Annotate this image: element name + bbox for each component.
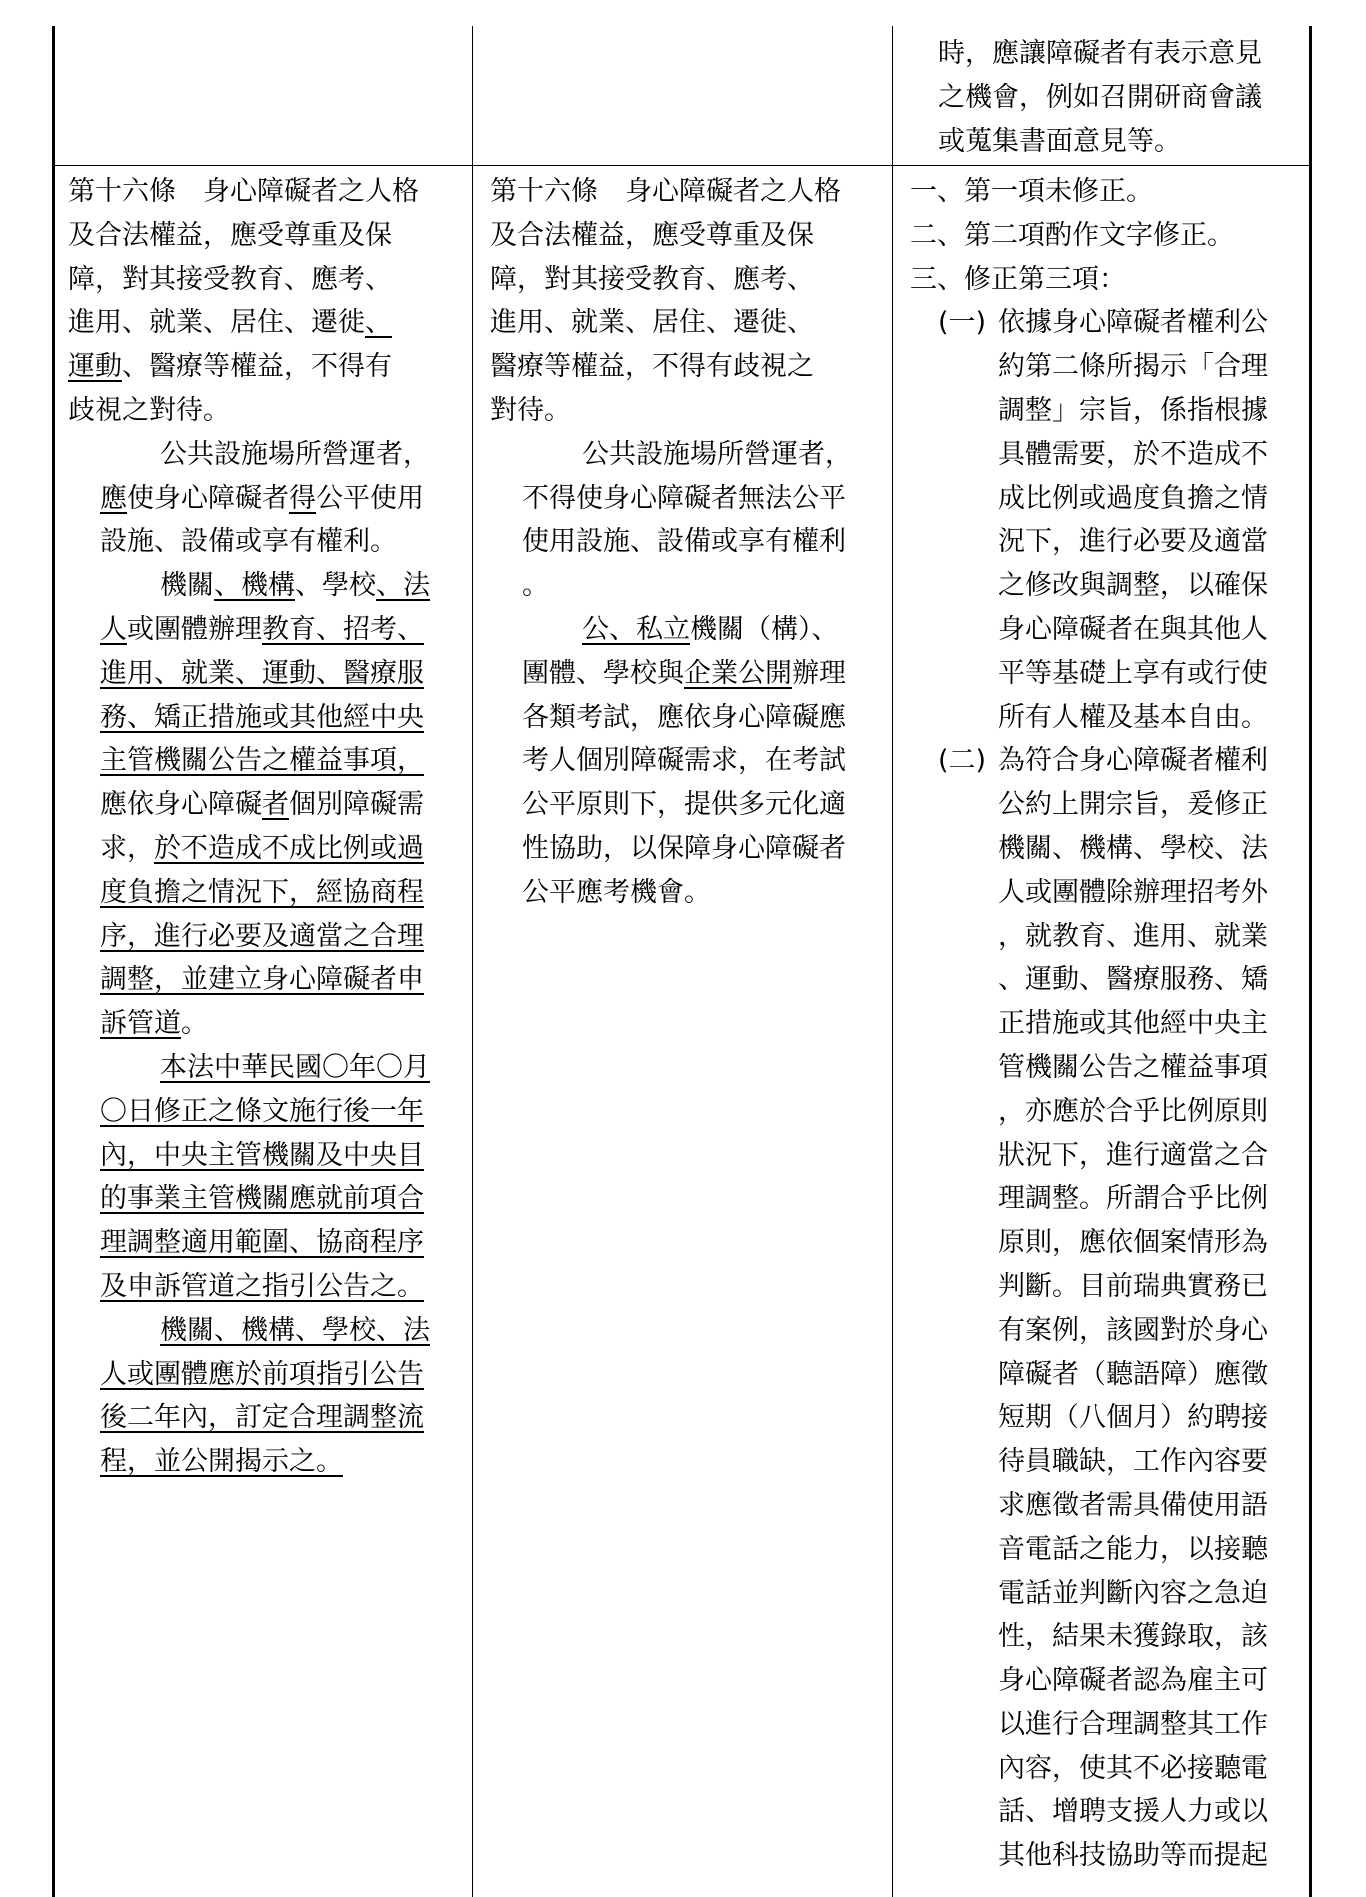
amended-text-line: 調整，並建立身心障礙者申	[100, 964, 424, 996]
table-column-divider-1	[472, 26, 473, 1897]
amended-text-line: 本法中華民國〇年〇月	[160, 1051, 430, 1083]
subitem-text	[910, 301, 1305, 739]
current-paragraph-1	[490, 170, 888, 433]
text-line: 理調整。所謂合乎比例	[998, 1183, 1268, 1215]
amended-text-line: 及申訴管道之指引公告之。	[100, 1270, 424, 1302]
amended-text-line: 序，進行必要及適當之合理	[100, 920, 424, 952]
amended-text-line: 內，中央主管機關及中央目	[100, 1139, 424, 1171]
text-line: 之修改與調整，以確保	[998, 570, 1268, 602]
text-line: 障，對其接受教育、應考、	[68, 263, 392, 295]
text-line: 。	[522, 570, 549, 602]
text-line: 公共設施場所營運者，	[160, 438, 430, 470]
amended-text-line: 進用、就業、運動、醫療服	[100, 657, 424, 689]
text-line	[522, 608, 888, 652]
amended-text: 人	[100, 613, 127, 645]
text-span: 、醫療等權益，不得有	[122, 351, 392, 383]
subitem-text	[910, 739, 1305, 1878]
text-line: 所有人權及基本自由。	[998, 701, 1268, 733]
text-span: 進用、就業、居住、遷徙	[68, 307, 365, 339]
text-span: 、學校	[295, 570, 376, 602]
text-line: ，就教育、進用、就業	[998, 920, 1268, 952]
text-line: 平等基礎上享有或行使	[998, 657, 1268, 689]
current-paragraph-2	[490, 433, 888, 477]
text-line: 之機會，例如召開研商會議	[938, 81, 1262, 113]
text-line: 及合法權益，應受尊重及保	[490, 219, 814, 251]
text-line: 、運動、醫療服務、矯	[998, 964, 1268, 996]
text-line: 狀況下，進行適當之合	[998, 1139, 1268, 1171]
text-line	[100, 608, 466, 652]
article-paragraph-4-cont	[68, 1090, 466, 1309]
deleted-text: 公、私立	[582, 613, 690, 645]
subitem-marker: (一)	[938, 307, 987, 339]
current-paragraph-3-cont	[490, 652, 888, 915]
text-line: 待員職缺，工作內容要	[998, 1446, 1268, 1478]
explanation-item-2: 二、第二項酌作文字修正。	[910, 219, 1234, 251]
amended-text-line: 〇日修正之條文施行後一年	[100, 1095, 424, 1127]
amended-text-line: 的事業主管機關應就前項合	[100, 1183, 424, 1215]
text-line: 為符合身心障礙者權利	[998, 745, 1268, 777]
text-line: ，亦應於合乎比例原則	[998, 1095, 1268, 1127]
amended-text: 訴管道	[100, 1008, 181, 1040]
text-line: 況下，進行必要及適當	[998, 526, 1268, 558]
explanation-cell	[910, 170, 1305, 1878]
text-line: 設施、設備或享有權利。	[100, 526, 397, 558]
article-paragraph-5-cont	[68, 1353, 466, 1484]
article-paragraph-2	[68, 433, 466, 477]
text-line: 障，對其接受教育、應考、	[490, 263, 814, 295]
text-line: 音電話之能力，以接聽	[998, 1533, 1268, 1565]
text-line: 性協助，以保障身心障礙者	[522, 832, 846, 864]
text-line: 調整」宗旨，係指根據	[998, 394, 1268, 426]
amended-text: 、機構	[214, 570, 295, 602]
text-line: 其他科技協助等而提起	[998, 1840, 1268, 1872]
amended-article-cell	[68, 170, 466, 1484]
text-line: 醫療等權益，不得有歧視之	[490, 351, 814, 383]
text-line: 管機關公告之權益事項	[998, 1051, 1268, 1083]
table-border-left	[52, 26, 55, 1897]
text-line: 短期（八個月）約聘接	[998, 1402, 1268, 1434]
text-line: 電話並判斷內容之急迫	[998, 1577, 1268, 1609]
text-line	[100, 827, 466, 871]
amended-text-line: 人或團體應於前項指引公告	[100, 1358, 424, 1390]
text-line: 公共設施場所營運者，	[582, 438, 852, 470]
article-paragraph-1	[68, 170, 466, 433]
current-article-cell	[490, 170, 888, 915]
text-line: 第十六條 身心障礙者之人格	[68, 176, 419, 207]
text-line: 時，應讓障礙者有表示意見	[938, 38, 1262, 69]
amended-text-line: 理調整適用範圍、協商程序	[100, 1227, 424, 1259]
text-line: 公平應考機會。	[522, 876, 711, 908]
text-span: 公平使用	[316, 482, 424, 514]
text-span: 辦理	[792, 657, 846, 689]
text-line: 依據身心障礙者權利公	[998, 307, 1268, 339]
text-span: 個別障礙需	[289, 789, 424, 821]
text-line	[100, 564, 466, 608]
text-span: 機關（構）、	[690, 613, 839, 645]
text-line: 話、增聘支援人力或以	[998, 1796, 1268, 1828]
text-span: 或團體辦理	[127, 613, 262, 645]
top-row-explanation-cell	[910, 32, 1305, 163]
amended-text-line: 機關、機構、學校、法	[160, 1314, 430, 1346]
article-paragraph-3	[68, 564, 466, 608]
article-paragraph-4	[68, 1046, 466, 1090]
amended-text: 應	[100, 482, 127, 514]
text-line	[100, 1002, 466, 1046]
text-line: 身心障礙者在與其他人	[998, 613, 1268, 645]
explanation-subitem-1	[910, 301, 1305, 739]
text-line: 障礙者（聽語障）應徵	[998, 1358, 1268, 1390]
text-line: 人或團體除辦理招考外	[998, 876, 1268, 908]
text-line: 考人個別障礙需求，在考試	[522, 745, 846, 777]
text-line: 求應徵者需具備使用語	[998, 1489, 1268, 1521]
text-line	[100, 477, 466, 521]
amended-text: 運動	[68, 351, 122, 383]
amended-text: 者	[262, 789, 289, 821]
text-span: 機關	[160, 570, 214, 602]
text-span: 應依身心障礙	[100, 789, 262, 821]
text-span: 求，	[100, 832, 154, 864]
subitem-marker: (二)	[938, 745, 987, 777]
text-line	[68, 301, 466, 345]
table-column-divider-2	[892, 26, 893, 1897]
current-paragraph-2-cont	[490, 477, 888, 608]
amended-text: 、	[365, 307, 392, 339]
text-line: 身心障礙者認為雇主可	[998, 1665, 1268, 1697]
text-line: 機關、機構、學校、法	[998, 832, 1268, 864]
text-line: 正措施或其他經中央主	[998, 1008, 1268, 1040]
text-line: 或蒐集書面意見等。	[938, 125, 1181, 157]
table-row-divider	[52, 165, 1312, 166]
text-line	[68, 345, 466, 389]
explanation-subitem-2	[910, 739, 1305, 1878]
text-line: 各類考試，應依身心障礙應	[522, 701, 846, 733]
explanation-item-1: 一、第一項未修正。	[910, 176, 1153, 207]
article-paragraph-3-cont	[68, 608, 466, 1046]
text-line: 約第二條所揭示「合理	[998, 351, 1268, 383]
text-line: 內容，使其不必接聽電	[998, 1752, 1268, 1784]
amended-text-line: 主管機關公告之權益事項，	[100, 745, 424, 777]
deleted-text: 企業公開	[684, 657, 792, 689]
text-line: 第十六條 身心障礙者之人格	[490, 176, 841, 207]
amended-text: 教育、招考、	[262, 613, 424, 645]
text-line: 不得使身心障礙者無法公平	[522, 482, 846, 514]
text-line: 成比例或過度負擔之情	[998, 482, 1268, 514]
text-line: 以進行合理調整其工作	[998, 1708, 1268, 1740]
text-line: 公約上開宗旨，爰修正	[998, 789, 1268, 821]
text-line	[522, 652, 888, 696]
amended-text: 於不造成不成比例或過	[154, 832, 424, 864]
continuation-paragraph	[910, 32, 1305, 163]
text-line: 有案例，該國對於身心	[998, 1314, 1268, 1346]
text-span: 團體、學校與	[522, 657, 684, 689]
text-line	[100, 783, 466, 827]
text-line: 進用、就業、居住、遷徙、	[490, 307, 814, 339]
amended-text-line: 務、矯正措施或其他經中央	[100, 701, 424, 733]
text-span: 使身心障礙者	[127, 482, 289, 514]
text-span: 。	[181, 1008, 208, 1040]
text-line: 及合法權益，應受尊重及保	[68, 219, 392, 251]
amended-text-line: 後二年內，訂定合理調整流	[100, 1402, 424, 1434]
article-paragraph-5	[68, 1309, 466, 1353]
explanation-item-3: 三、修正第三項：	[910, 263, 1126, 295]
text-line: 使用設施、設備或享有權利	[522, 526, 846, 558]
amended-text-line: 程，並公開揭示之。	[100, 1446, 343, 1478]
amended-text: 得	[289, 482, 316, 514]
text-line: 公平原則下，提供多元化適	[522, 789, 846, 821]
text-line: 對待。	[490, 394, 571, 426]
text-line: 歧視之對待。	[68, 394, 230, 426]
amended-text-line: 度負擔之情況下，經協商程	[100, 876, 424, 908]
current-paragraph-3	[490, 608, 888, 652]
text-line: 性，結果未獲錄取，該	[998, 1621, 1268, 1653]
text-line: 具體需要，於不造成不	[998, 438, 1268, 470]
text-line: 原則，應依個案情形為	[998, 1227, 1268, 1259]
table-border-right	[1309, 26, 1312, 1897]
amended-text: 、法	[376, 570, 430, 602]
text-line: 判斷。目前瑞典實務已	[998, 1270, 1268, 1302]
article-paragraph-2-cont	[68, 477, 466, 565]
